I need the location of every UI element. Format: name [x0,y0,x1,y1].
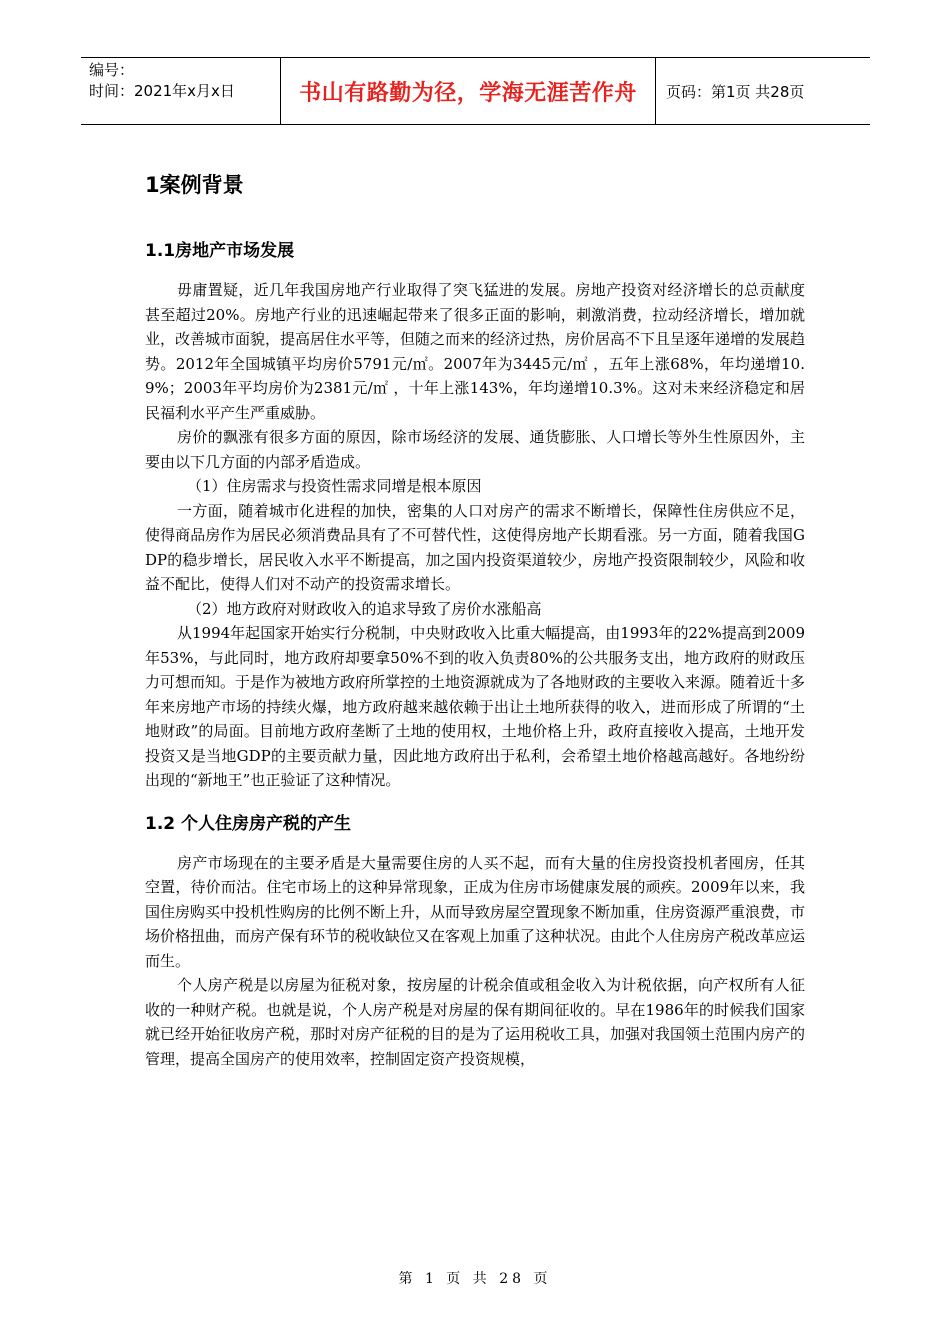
paragraph: 从1994年起国家开始实行分税制，中央财政收入比重大幅提高，由1993年的22%提高到2009年53%，与此同时，地方政府却要拿50%不到的收入负责80%的公共服务支出，地方政府的财政压力可想而知。于是作为被地方政府所掌控的土地资源就成为了各地财政的主要收入来源。随着近十多年来房地产市场的持续火爆，地方政府越来越依赖于出让土地所获得的收入，进而形成了所谓的“土地财政”的局面。目前地方政府垄断了土地的使用权，土地价格上升，政府直接收入提高，土地开发投资又是当地GDP的主要贡献力量，因此地方政府出于私利，会希望土地价格越高越好。各地纷纷出现的“新地王”也正验证了这种情况。 [145,624,806,789]
page-footer: 第 1 页 共 28 页 [398,1271,552,1287]
document-body [145,168,805,1071]
paragraph: 毋庸置疑，近几年我国房地产行业取得了突飞猛进的发展。房地产投资对经济增长的总贡献度甚至超过20%。房地产行业的迅速崛起带来了很多正面的影响，刺激消费，拉动经济增长，增加就业，改善城市面貌，提高居住水平等，但随之而来的经济过热，房价居高不下且呈逐年递增的发展趋势。2012年全国城镇平均房价5791元/㎡。2007年为3445元/㎡ ，五年上涨68%，年均递增10.9%；2003年平均房价为2381元/㎡ ，十年上涨143%，年均递增10.3%。这对未来经济稳定和居民福利水平产生严重威胁。 [145,281,806,422]
list-item-heading: （1）住房需求与投资性需求同增是根本原因 [187,477,482,495]
subsection-title-1-1: 1.1房地产市场发展 [145,241,295,261]
paragraph: 房价的飘涨有很多方面的原因，除市场经济的发展、通货膨胀、人口增长等外生性原因外，主要由以下几方面的内部矛盾造成。 [145,428,805,471]
header-motto: 书山有路勤为径，学海无涯苦作舟 [281,58,656,124]
number-label: 编号： [89,61,135,79]
header-table [81,57,870,125]
paragraph: 房产市场现在的主要矛盾是大量需要住房的人买不起，而有大量的住房投资投机者囤房，任其空置，待价而沽。住宅市场上的这种异常现象，正成为住房市场健康发展的顽疾。2009年以来，我国住房购买中投机性购房的比例不断上升，从而导致房屋空置现象不断加重，住房资源严重浪费，市场价格扭曲，而房产保有环节的税收缺位又在客观上加重了这种状况。由此个人住房房产税改革应运而生。 [145,853,806,970]
paragraph: 一方面，随着城市化进程的加快，密集的人口对房产的需求不断增长，保障性住房供应不足，使得商品房作为居民必须消费品具有了不可替代性，这使得房地产长期看涨。另一方面，随着我国GDP的稳步增长，居民收入水平不断提高，加之国内投资渠道较少，房地产投资限制较少，风险和收益不配比，使得人们对不动产的投资需求增长。 [145,501,805,593]
subsection-title-1-2: 1.2 个人住房房产税的产生 [145,813,352,834]
time-label: 时间：2021年x月x日 [89,82,235,100]
header-left-cell [81,58,281,124]
paragraph: 个人房产税是以房屋为征税对象，按房屋的计税余值或租金收入为计税依据，向产权所有人征收的一种财产税。也就是说，个人房产税是对房屋的保有期间征收的。早在1986年的时候我们国家就已经开始征收房产税，那时对房产征税的目的是为了运用税收工具，加强对我国领土范围内房产的管理，提高全国房产的使用效率，控制固定资产投资规模， [145,976,806,1068]
section-title: 1案例背景 [145,173,244,197]
header-page-label: 页码：第1页 共28页 [666,82,805,101]
list-item-heading: （2）地方政府对财政收入的追求导致了房价水涨船高 [187,599,542,618]
